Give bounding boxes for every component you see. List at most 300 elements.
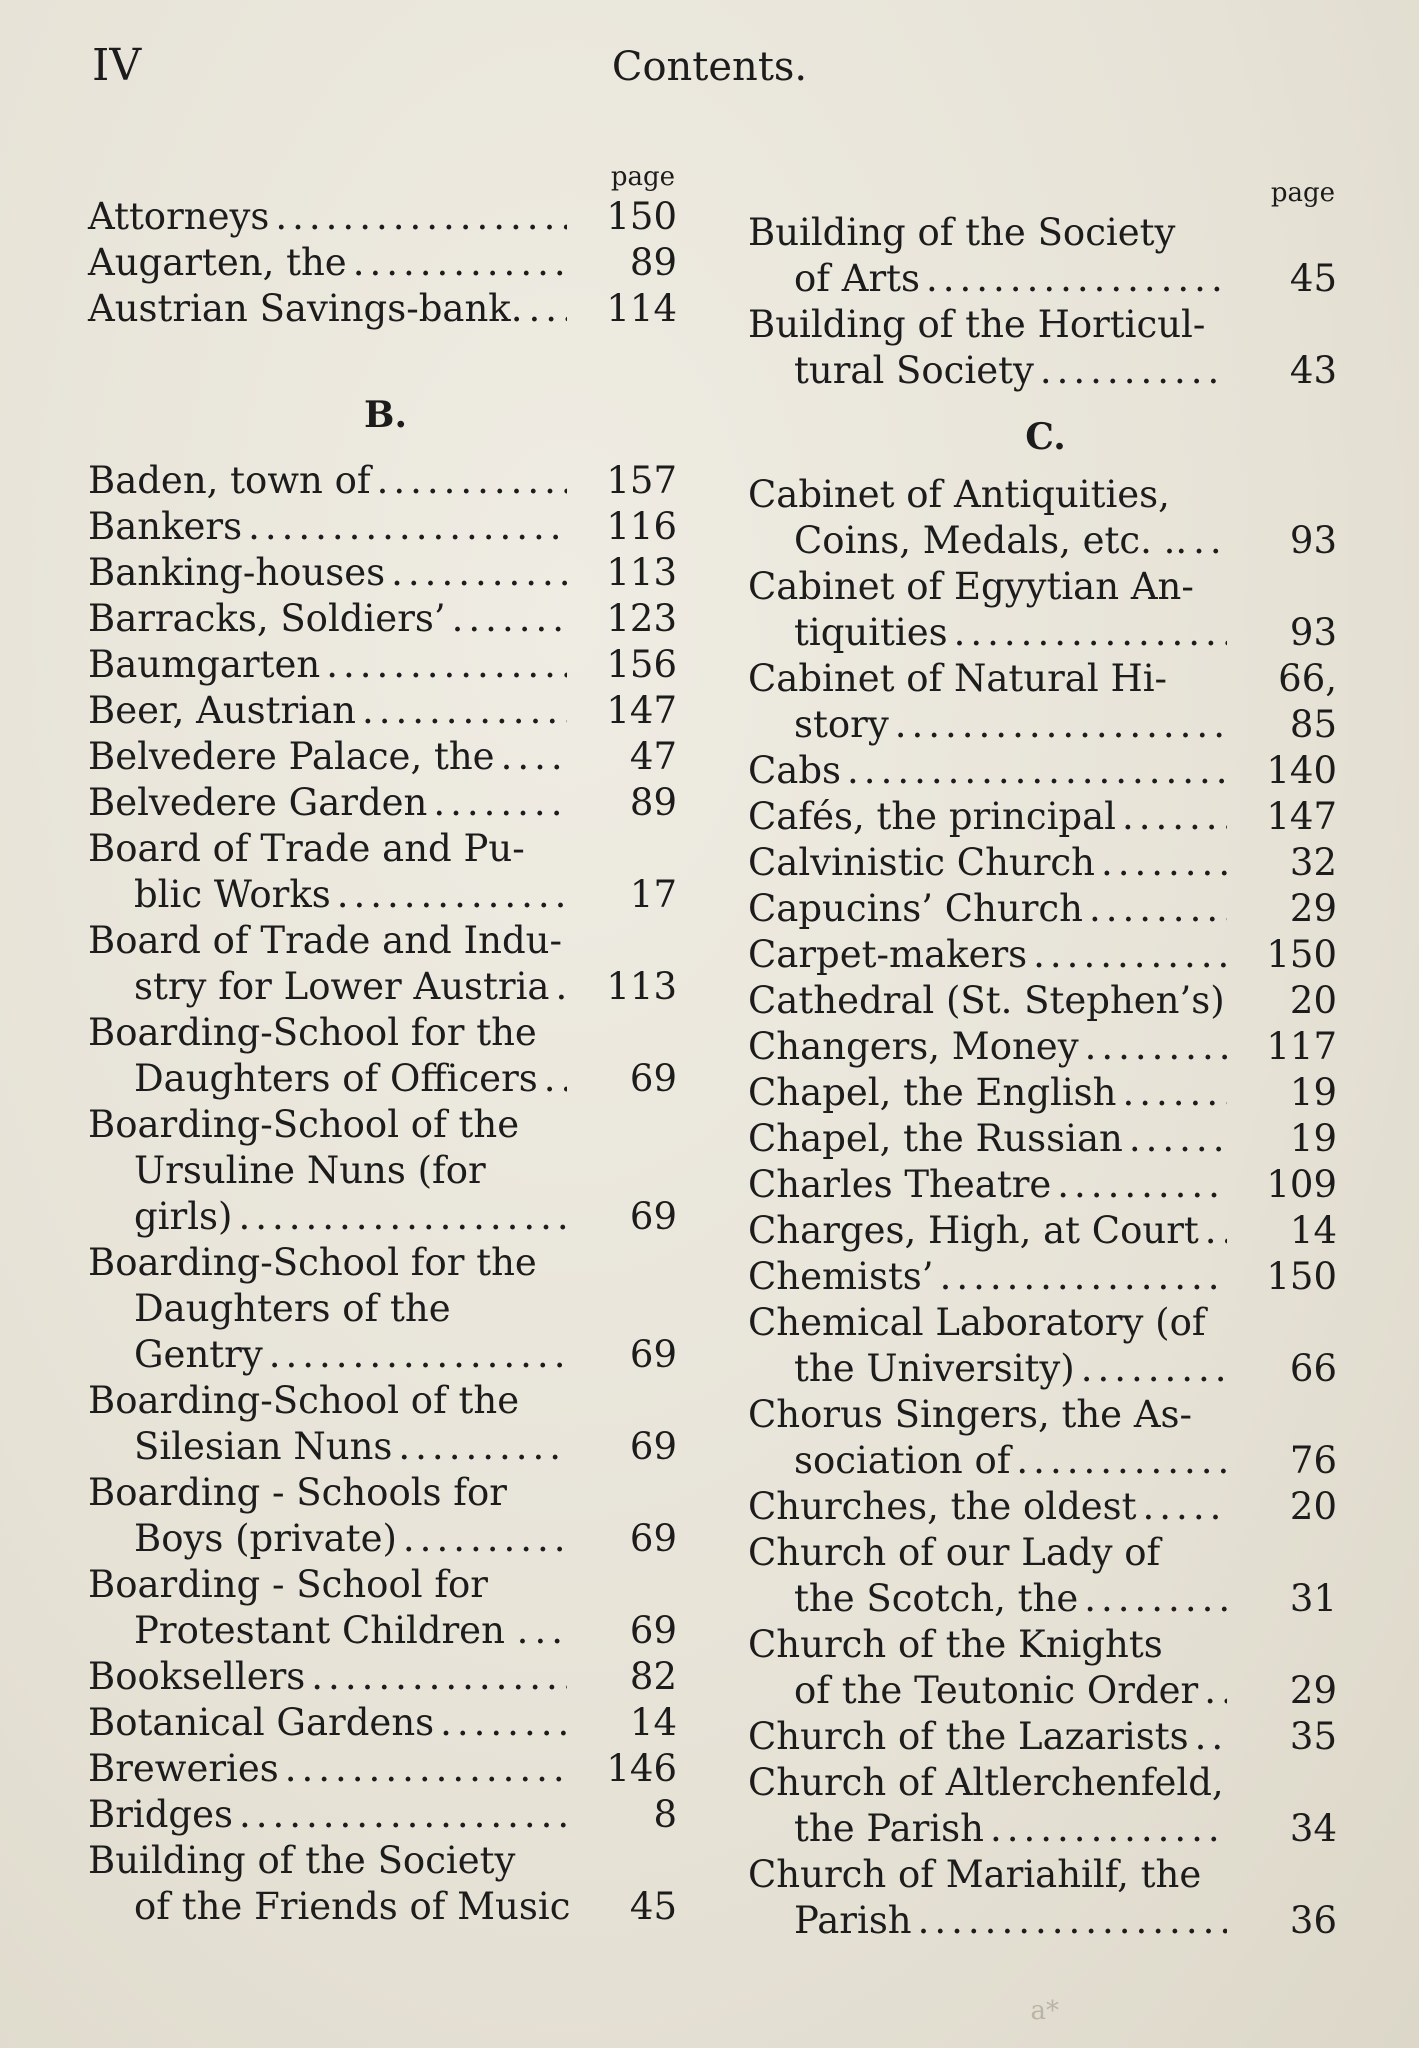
entry-page-number: 69 [629,1517,677,1560]
entry-line [748,1898,1227,1944]
entry-line [88,1884,571,1930]
index-entry-text [88,1562,567,1654]
entry-line [748,1162,1227,1208]
index-entry [88,826,683,918]
entry-page-number: 31 [1289,1577,1337,1620]
entry-page-number: 69 [629,1195,677,1238]
entry-page-number: 29 [1289,1669,1337,1712]
entry-line [748,1852,1227,1898]
entry-line [88,458,567,504]
entry-line [88,1838,567,1884]
entry-line-text: Charles Theatre [748,1163,1052,1206]
entry-line-text: of the Teutonic Order [794,1669,1199,1712]
leader-dots [239,1792,567,1838]
index-entry [748,210,1343,302]
entry-line-text: Churches, the oldest [748,1485,1137,1528]
leader-dots [248,504,567,550]
index-entry-text [748,1024,1227,1070]
entry-line [88,642,567,688]
index-entry-text [748,932,1227,978]
leader-dots [1204,1668,1227,1714]
entry-line [88,1424,567,1470]
entry-line-text: Boarding-School for the [88,1011,537,1054]
index-entry [88,1562,683,1654]
index-entry [748,1622,1343,1714]
index-entry [88,1378,683,1470]
index-entry [748,1530,1343,1622]
index-entry-text [88,1654,567,1700]
entry-line [748,1300,1227,1346]
index-entry-text [88,1792,567,1838]
leader-dots [353,240,567,286]
index-entry [748,1484,1343,1530]
right-column [748,176,1343,1944]
leader-dots [377,458,567,504]
entry-line-text: Cabs [748,749,842,792]
entry-line-text: blic Works [134,873,331,916]
index-entry-text [88,550,567,596]
entry-line [88,918,567,964]
index-entry [748,840,1343,886]
index-entry-text [748,1162,1227,1208]
entry-line [88,1700,567,1746]
index-entry [748,886,1343,932]
entry-line [88,1378,567,1424]
entry-page-number: 19 [1289,1071,1337,1114]
entry-line-text: Boarding-School of the [88,1103,520,1146]
entry-line [748,1024,1227,1070]
leader-dots [1123,1070,1227,1116]
entry-line-text: Belvedere Palace, the [88,735,495,778]
leader-dots [555,964,567,1010]
leader-dots [269,1332,567,1378]
index-entry-text [88,1838,571,1930]
index-entry-text [748,1852,1227,1944]
index-entry-text [88,596,567,642]
leader-dots [1081,1346,1227,1392]
entry-line-text: Protestant Children . [134,1609,529,1652]
left-column [88,160,683,1930]
leader-dots [1089,886,1227,932]
index-entry-text [88,1102,567,1240]
entry-page-number: 109 [1266,1163,1337,1206]
entry-line [748,564,1227,610]
entry-line [748,1668,1227,1714]
entry-line-text: Boarding - School for [88,1563,488,1606]
entry-line [748,1254,1227,1300]
leader-dots [1101,840,1227,886]
entry-line [88,1608,567,1654]
entry-page-number: 147 [1266,795,1337,838]
index-entry [88,734,683,780]
index-entry [748,1300,1343,1392]
entry-line-text: of Arts [794,257,920,300]
entry-line-text: Bridges [88,1793,233,1836]
entry-line [748,1070,1227,1116]
leader-dots [544,1056,567,1102]
entry-line [88,504,567,550]
leader-dots [1122,794,1227,840]
entry-line [748,932,1227,978]
leader-dots [433,780,567,826]
entry-page-number: 140 [1266,749,1337,792]
leader-dots [391,550,567,596]
entry-line-text: Building of the Society [88,1839,516,1882]
entry-line-text: tiquities [794,611,948,654]
entry-line-text: story [794,703,889,746]
entry-page-number: 146 [606,1747,677,1790]
index-entry [748,1162,1343,1208]
entry-line [88,780,567,826]
index-entry-text [748,1760,1227,1852]
entry-line-text: Board of Trade and Indu- [88,919,562,962]
entry-page-number: 45 [629,1885,677,1928]
entry-page-number: 76 [1289,1439,1337,1482]
entry-line [748,1806,1227,1852]
entry-page-number: 89 [629,781,677,824]
entry-line-text: the Parish [794,1807,984,1850]
index-entry-text [88,240,567,286]
index-entry-text [88,1700,567,1746]
entry-line-text: Daughters of the [134,1287,451,1330]
leader-dots [285,1746,567,1792]
index-entry [88,504,683,550]
index-entry [748,1852,1343,1944]
entry-page-number: 123 [606,597,677,640]
leader-dots [926,256,1227,302]
leader-dots [501,734,567,780]
index-entry [748,564,1343,656]
leader-dots [398,1424,567,1470]
entry-line [88,1240,567,1286]
entry-line-text: Beer, Austrian [88,689,356,732]
signature-mark: a* [1030,1996,1059,2026]
entry-line-text: Cabinet of Egyytian An- [748,565,1194,608]
entry-line [88,1792,567,1838]
index-entry-text [748,1392,1227,1484]
index-entry-text [748,210,1227,302]
index-entry-text [748,1530,1227,1622]
leader-dots [1057,1162,1227,1208]
entry-page-number: 150 [606,195,677,238]
right-c-entries [748,472,1343,1944]
index-entry-text [88,286,567,332]
index-entry [88,1654,683,1700]
entry-line-text: Gentry [134,1333,263,1376]
index-entry [748,1024,1343,1070]
entry-line [88,1470,567,1516]
section-c-heading: C. [1025,416,1066,458]
entry-line-text: Capucins’ Church [748,887,1083,930]
index-entry [748,472,1343,564]
entry-line [748,518,1227,564]
entry-line [748,1392,1227,1438]
index-entry [88,1240,683,1378]
index-entry-text [748,794,1227,840]
leader-dots [918,1898,1227,1944]
entry-line-text: Parish [794,1899,912,1942]
entry-page-number: 14 [1289,1209,1337,1252]
index-entry-text [748,1116,1227,1162]
entry-line-text: Building of the Society [748,211,1176,254]
index-entry [748,1116,1343,1162]
index-entry-text [748,1070,1227,1116]
entry-line [88,550,567,596]
leader-dots [1040,348,1227,394]
page-title: Contents. [611,44,808,90]
entry-line-text: Baden, town of [88,459,371,502]
index-entry [748,1208,1343,1254]
entry-page-number: 69 [629,1425,677,1468]
entry-page-number: 8 [653,1793,677,1836]
index-entry-text [748,1622,1227,1714]
entry-line-text: Chorus Singers, the As- [748,1393,1193,1436]
entry-page-number: 17 [629,873,677,916]
index-entry [88,1470,683,1562]
index-entry-text [88,826,567,918]
index-entry [88,458,683,504]
entry-page-number: 150 [1266,933,1337,976]
leader-dots [337,872,567,918]
entry-page-number: 19 [1289,1117,1337,1160]
index-entry-text [88,688,567,734]
entry-page-number: 29 [1289,887,1337,930]
entry-page-number: 20 [1289,979,1337,1022]
entry-line [748,748,1227,794]
index-entry-text [748,1484,1227,1530]
entry-line [88,1286,567,1332]
entry-line-text: Boarding-School for the [88,1241,537,1284]
leader-dots [1195,1714,1227,1760]
index-entry [88,642,683,688]
leader-dots [847,748,1227,794]
entry-page-number: 34 [1289,1807,1337,1850]
entry-page-number: 150 [1266,1255,1337,1298]
right-page-heading: page [1270,178,1335,208]
left-page-heading: page [610,162,675,192]
entry-page-number: 47 [629,735,677,778]
entry-line-text: Booksellers [88,1655,306,1698]
index-entry [88,1700,683,1746]
index-entry-text [88,194,567,240]
entry-line [88,596,567,642]
entry-line-text: Chemical Laboratory (of [748,1301,1206,1344]
entry-page-number: 93 [1289,611,1337,654]
entry-line [88,1654,567,1700]
index-entry-text [88,1746,567,1792]
entry-page-number: 117 [1266,1025,1337,1068]
index-entry-text [748,656,1227,748]
entry-line-text: Carpet-makers [748,933,1028,976]
index-entry-text [748,564,1227,656]
index-entry [748,1714,1343,1760]
entry-page-number: 69 [629,1057,677,1100]
index-entry-text [748,1714,1227,1760]
entry-page-number: 89 [629,241,677,284]
entry-line-text: Breweries [88,1747,279,1790]
entry-line-text: Church of Altlerchenfeld, [748,1761,1224,1804]
entry-line [748,610,1227,656]
page-number: IV [92,40,142,91]
entry-line-text: of the Friends of Music [134,1885,571,1928]
index-entry [748,1392,1343,1484]
entry-line-text: the University) [794,1347,1075,1390]
leader-dots [1129,1116,1227,1162]
leader-dots [362,688,567,734]
index-entry-text [88,1240,567,1378]
leader-dots [954,610,1227,656]
entry-line-text: the Scotch, the [794,1577,1079,1620]
entry-line-text: Austrian Savings-bank. [88,287,523,330]
entry-line-text: Church of the Knights [748,1623,1163,1666]
left-b-entries [88,458,683,1930]
index-entry-text [748,886,1227,932]
entry-line [88,734,567,780]
index-entry [748,302,1343,394]
index-entry [748,794,1343,840]
entry-line-text: Building of the Horticul- [748,303,1206,346]
leader-dots [895,702,1227,748]
entry-line [88,286,567,332]
leader-dots [452,596,567,642]
entry-line [88,1010,567,1056]
entry-page-number: 66 [1289,1347,1337,1390]
entry-line [748,1208,1227,1254]
index-entry-text [88,642,567,688]
leader-dots [1143,1484,1227,1530]
leader-dots [528,286,567,332]
entry-page-number: 36 [1289,1899,1337,1942]
entry-line [88,194,567,240]
entry-line-text: Calvinistic Church [748,841,1095,884]
leader-dots [440,1700,567,1746]
entry-line-text: Church of Mariahilf, the [748,1853,1202,1896]
index-entry-text [88,504,567,550]
entry-line-text: Augarten, the [88,241,347,284]
entry-line [748,1116,1227,1162]
entry-line [748,794,1227,840]
index-entry [88,596,683,642]
entry-page-number: 69 [629,1609,677,1652]
index-entry [88,1838,683,1930]
index-entry-text [748,1300,1227,1392]
entry-line [88,1056,567,1102]
index-entry [88,688,683,734]
leader-dots [940,1254,1227,1300]
entry-line-text: Chapel, the Russian [748,1117,1123,1160]
entry-line [748,1438,1227,1484]
entry-line-text: Boys (private) [134,1517,397,1560]
leader-dots [534,1608,567,1654]
entry-page-number: 113 [606,551,677,594]
entry-page-number: 20 [1289,1485,1337,1528]
index-entry-text [748,840,1227,886]
entry-line [748,840,1227,886]
leader-dots [1193,518,1227,564]
entry-line [748,210,1227,256]
index-entry-text [88,780,567,826]
leader-dots [1084,1576,1227,1622]
leader-dots [275,194,567,240]
entry-page-number: 43 [1289,349,1337,392]
entry-line [748,1484,1227,1530]
index-entry-text [88,458,567,504]
entry-line [748,1530,1227,1576]
entry-line [88,240,567,286]
leader-dots [238,1194,567,1240]
entry-line-text: Cafés, the principal [748,795,1116,838]
entry-line [88,1562,567,1608]
index-entry-text [88,1378,567,1470]
entry-line-text: Chemists’ [748,1255,934,1298]
index-entry [748,932,1343,978]
index-entry-text [748,1208,1227,1254]
index-entry [88,194,683,240]
entry-line-text: Cathedral (St. Stephen’s) [748,979,1225,1022]
entry-line-text: Church of the Lazarists [748,1715,1189,1758]
index-entry [748,1254,1343,1300]
index-entry-text [88,1010,567,1102]
entry-page-number: 93 [1289,519,1337,562]
entry-page-number: 69 [629,1333,677,1376]
entry-line-text: Cabinet of Natural Hi- [748,657,1168,700]
entry-page-number: 35 [1289,1715,1337,1758]
entry-line-text: Changers, Money [748,1025,1079,1068]
entry-line-text: Ursuline Nuns (for [134,1149,486,1192]
leader-dots [403,1516,567,1562]
entry-line [88,1332,567,1378]
leader-dots [326,642,567,688]
index-entry-text [748,748,1227,794]
index-entry [88,286,683,332]
entry-line [88,1746,567,1792]
index-entry [88,1102,683,1240]
entry-line [748,656,1227,702]
entry-line [748,1346,1227,1392]
index-entry [748,1070,1343,1116]
entry-line [88,1516,567,1562]
left-a-entries [88,194,683,332]
index-entry-text [88,1470,567,1562]
leader-dots [990,1806,1227,1852]
entry-page-number: 157 [606,459,677,502]
leader-dots [1016,1438,1227,1484]
index-entry [88,550,683,596]
entry-line-text: Botanical Gardens [88,1701,435,1744]
entry-page-number: 66, 85 [1278,657,1337,746]
entry-line [748,302,1227,348]
index-entry [748,1760,1343,1852]
index-entry-text [748,978,1227,1024]
entry-line-text: Attorneys [88,195,270,238]
entry-line [748,348,1227,394]
leader-dots [1033,932,1227,978]
entry-page-number: 116 [606,505,677,548]
entry-line-text: Banking-houses [88,551,386,594]
entry-line-text: sociation of [794,1439,1011,1482]
index-entry [88,240,683,286]
entry-page-number: 114 [606,287,677,330]
entry-page-number: 156 [606,643,677,686]
entry-line [88,964,567,1010]
index-entry-text [748,302,1227,394]
section-b-heading: B. [364,394,407,436]
entry-line [748,702,1227,748]
entry-line-text: stry for Lower Austria [134,965,550,1008]
entry-line-text: Cabinet of Antiquities, [748,473,1170,516]
entry-line [748,1714,1227,1760]
entry-line [88,826,567,872]
